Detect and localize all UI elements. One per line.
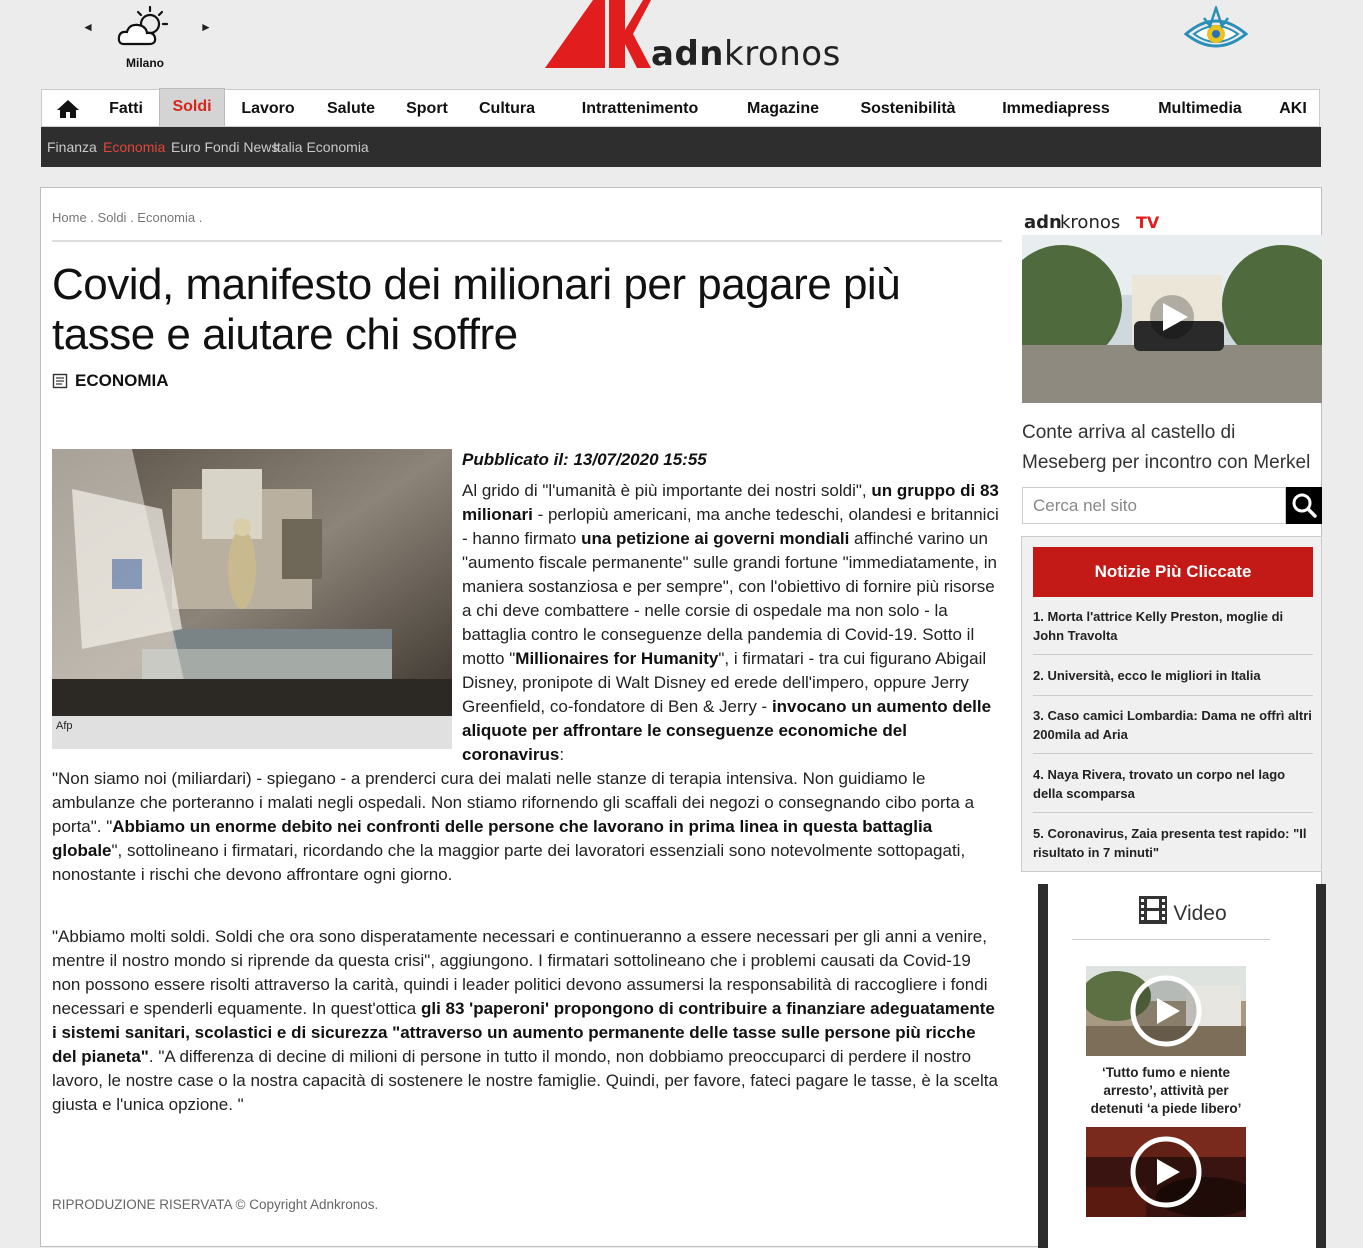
article-paragraph: "Abbiamo molti soldi. Soldi che ora sono disperatamente necessari e continueranno a essere necessari per gli anni a venire, mentre il nostro mondo si riprende da questa crisi", aggiungono. I firmatari sottolineano che i problemi causati da Covid-19 non possono essere risolti attraverso la carità, quindi i leader politici devono assumersi la responsabilità di raccogliere i fondi necessari e spenderli equamente. In quest'ottica gli 83 'paperoni' propongono di contribuire a finanziare adeguatamente i sistemi sanitari, scolastici e di sicurezza "attraverso un aumento permanente delle tasse sulle persone più ricche del pianeta". "A differenza di decine di milioni di persone in tutto il mondo, non dobbiamo preoccuparci di perdere il nostro lavoro, le nostre case o la nostra capacità di sostenere le nostre famiglie. Quindi, per favore, fateci pagare le tasse, è la scelta giusta e l'unica opzione. " <box>52 927 998 1114</box>
nav-item-aki[interactable]: AKI <box>1279 100 1307 117</box>
copyright-notice: RIPRODUZIONE RISERVATA © Copyright Adnkronos. <box>52 1197 379 1212</box>
nav-item-sport[interactable]: Sport <box>406 100 448 117</box>
most-clicked-box <box>1021 536 1322 872</box>
video-heading <box>1048 894 1316 926</box>
published-date: Pubblicato il: 13/07/2020 15:55 <box>462 450 707 469</box>
film-icon <box>1137 894 1169 926</box>
site-search <box>1022 487 1322 524</box>
partly-cloudy-icon <box>116 4 174 50</box>
video-thumbnail-image <box>1086 1127 1246 1217</box>
tv-video-thumbnail <box>1022 235 1322 403</box>
svg-text:adn: adn <box>1024 212 1062 233</box>
breadcrumb-economia[interactable]: Economia <box>137 210 196 225</box>
most-clicked-item[interactable]: 4. Naya Rivera, trovato un corpo nel lago della scomparsa <box>1033 765 1313 813</box>
article-category-label: ECONOMIA <box>75 371 169 390</box>
home-icon[interactable] <box>56 99 80 119</box>
subnav-item-economia[interactable]: Economia <box>103 139 166 155</box>
hospital-photo <box>52 449 452 716</box>
nav-item-magazine[interactable]: Magazine <box>746 100 819 117</box>
adnkronos-logo[interactable] <box>545 0 841 74</box>
main-navigation <box>41 89 1320 127</box>
nav-item-sostenibilita[interactable]: Sostenibilità <box>860 100 956 117</box>
video-divider <box>1072 939 1270 940</box>
breadcrumb-divider <box>52 240 1002 242</box>
nav-item-soldi[interactable]: Soldi <box>159 88 225 126</box>
article-title: Covid, manifesto dei milionari per pagare più tasse e aiutare chi soffre <box>52 260 901 359</box>
video-heading-label: Video <box>1173 902 1227 925</box>
most-clicked-item[interactable]: 1. Morta l'attrice Kelly Preston, moglie di John Travolta <box>1033 607 1313 655</box>
breadcrumb-home[interactable]: Home <box>52 210 87 225</box>
breadcrumb-separator: . <box>126 210 138 225</box>
aki-eye-logo-icon[interactable] <box>1182 6 1250 56</box>
article-paragraph: Al grido di "l'umanità è più importante dei nostri soldi", un gruppo di 83 milionari - perlopiù americani, ma anche tedeschi, olandesi e britannici - hanno firmato una petizione ai governi mondiali affinché varino un "aumento fiscale permanente" sulle grandi fortune "immediatamente, in maniera sostanziosa e per sempre", con l'obiettivo di fornire più risorse a chi deve combattere - nelle corsie di ospedale ma non solo - la battaglia contro le conseguenze della pandemia di Covid-19. Sotto il motto "Millionaires for Humanity", i firmatari - tra cui figurano Abigail Disney, pronipote di Walt Disney ed erede dell'impero, oppure Jerry Greenfield, co-fondatore di Ben & Jerry - invocano un aumento delle aliquote per affrontare le conseguenze economiche del coronavirus: <box>462 481 999 764</box>
nav-item-salute[interactable]: Salute <box>326 100 375 117</box>
weather-widget <box>80 4 210 74</box>
breadcrumb-separator: . <box>195 210 203 225</box>
svg-text:TV: TV <box>1136 213 1160 232</box>
nav-item-immediapress[interactable]: Immediapress <box>1002 100 1110 117</box>
video-box <box>1038 884 1326 1248</box>
video-thumbnail[interactable] <box>1086 966 1246 1056</box>
adnkronos-tv-logo[interactable] <box>1024 207 1174 235</box>
video-thumbnail[interactable] <box>1086 1127 1246 1217</box>
nav-item-intrattenimento[interactable]: Intrattenimento <box>581 100 699 117</box>
weather-prev-arrow[interactable]: ◄ <box>82 20 94 34</box>
nav-item-cultura[interactable]: Cultura <box>479 100 535 117</box>
document-icon <box>52 373 68 389</box>
breadcrumb-soldi[interactable]: Soldi <box>97 210 127 225</box>
svg-text:kronos: kronos <box>1060 212 1121 233</box>
adnkronos-wordmark: adnkronos <box>651 34 841 74</box>
photo-credit: Afp <box>56 720 73 732</box>
content-area <box>40 187 1322 1247</box>
most-clicked-item[interactable]: 2. Università, ecco le migliori in Italia <box>1033 666 1313 696</box>
nav-item-lavoro[interactable]: Lavoro <box>241 100 295 117</box>
nav-item-fatti[interactable]: Fatti <box>109 100 143 117</box>
weather-city: Milano <box>126 56 164 70</box>
weather-next-arrow[interactable]: ► <box>200 20 212 34</box>
breadcrumb <box>52 210 202 225</box>
sub-navigation <box>41 127 1321 167</box>
subnav-item-italia-economia[interactable]: Italia Economia <box>273 139 369 155</box>
nav-item-multimedia[interactable]: Multimedia <box>1158 100 1242 117</box>
video-caption[interactable]: ‘Tutto fumo e niente arresto’, attività per detenuti ‘a piede libero’ <box>1090 1065 1242 1116</box>
subnav-item-finanza[interactable]: Finanza <box>47 139 97 155</box>
most-clicked-title: Notizie Più Cliccate <box>1033 547 1313 597</box>
article-paragraph: "Non siamo noi (miliardari) - spiegano - a prenderci cura dei malati nelle stanze di terapia intensiva. Non guidiamo le ambulanze che porteranno i malati negli ospedali. Non stiamo rifornendo gli scaffali dei negozi o consegnando cibo porta a porta". "Abbiamo un enorme debito nei confronti delle persone che lavorano in prima linea in questa battaglia globale", sottolineano i firmatari, ricordando che la maggior parte dei lavoratori essenziali sono notevolmente sottopagati, nonostante i rischi che devono affrontare ogni giorno. <box>52 769 975 884</box>
search-icon <box>1286 487 1322 524</box>
subnav-item-euro-fondi-news[interactable]: Euro Fondi News <box>171 139 279 155</box>
site-header <box>0 0 1363 88</box>
breadcrumb-separator: . <box>86 210 98 225</box>
search-input[interactable] <box>1022 487 1286 524</box>
article-photo <box>52 449 452 749</box>
adnkronos-mark-icon <box>545 0 651 70</box>
search-button[interactable] <box>1286 487 1322 524</box>
most-clicked-item[interactable]: 3. Caso camici Lombardia: Dama ne offrì altri 200mila ad Aria <box>1033 706 1313 754</box>
most-clicked-item[interactable]: 5. Coronavirus, Zaia presenta test rapido: "Il risultato in 7 minuti" <box>1033 826 1307 860</box>
tv-video-player[interactable] <box>1022 235 1322 403</box>
video-thumbnail-image <box>1086 966 1246 1056</box>
tv-video-caption[interactable]: Conte arriva al castello di Meseberg per incontro con Merkel <box>1022 422 1311 473</box>
